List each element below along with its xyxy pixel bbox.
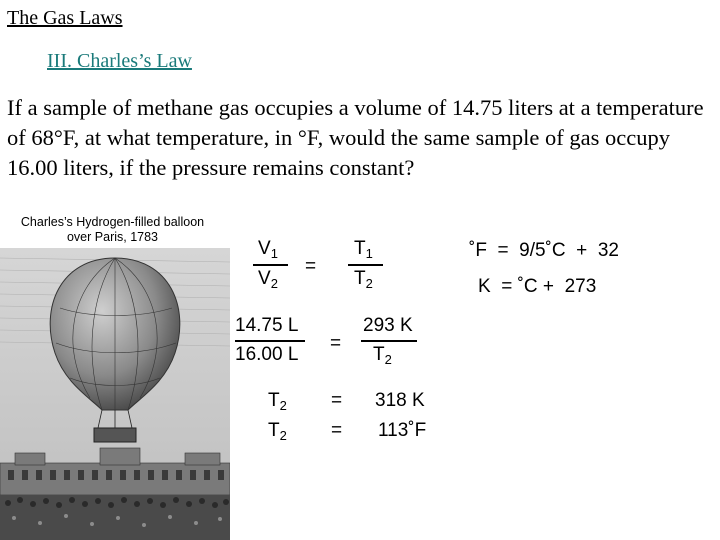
page-title: The Gas Laws — [7, 7, 123, 29]
substituted-right-denominator: $T_2$ — [373, 344, 392, 367]
hot-air-balloon-engraving — [0, 248, 230, 540]
law-equals: = — [305, 256, 317, 277]
law-left-fraction-bar — [253, 264, 288, 266]
problem-statement: If a sample of methane gas occupies a volume of 14.75 liters at a temperature of 68°F, at what temperature, in °F, would the same sample of gas occupy 16.00 liters, if the pressure remains constant? — [7, 95, 704, 180]
result-kelvin-rhs: 318 K — [375, 390, 425, 411]
section-subtitle: III. Charles’s Law — [47, 50, 192, 72]
result-fahrenheit-rhs: 113˚F — [378, 420, 427, 441]
law-right-fraction-bar — [348, 264, 383, 266]
fahrenheit-conversion-formula: ˚F = 9/5˚C + 32 — [469, 240, 619, 261]
result-fahrenheit-lhs: $T_2$ — [268, 420, 287, 443]
result-fahrenheit-equals: = — [331, 420, 343, 441]
kelvin-conversion-formula: K = ˚C + 273 — [478, 276, 597, 297]
law-v-numerator: $V_1$ — [258, 238, 278, 261]
substituted-left-numerator: 14.75 L — [235, 315, 299, 336]
law-t-denominator: $T_2$ — [354, 268, 373, 291]
result-kelvin-equals: = — [331, 390, 343, 411]
law-t-numerator: $T_1$ — [354, 238, 373, 261]
substituted-right-numerator: 293 K — [363, 315, 413, 336]
substituted-equals: = — [330, 333, 342, 354]
substituted-right-fraction-bar — [361, 340, 417, 342]
figure-caption: Charles’s Hydrogen-filled balloon over Paris, 1783 — [20, 215, 205, 244]
substituted-left-denominator: 16.00 L — [235, 344, 299, 365]
substituted-left-fraction-bar — [235, 340, 305, 342]
law-v-denominator: $V_2$ — [258, 268, 278, 291]
result-kelvin-lhs: $T_2$ — [268, 390, 287, 413]
